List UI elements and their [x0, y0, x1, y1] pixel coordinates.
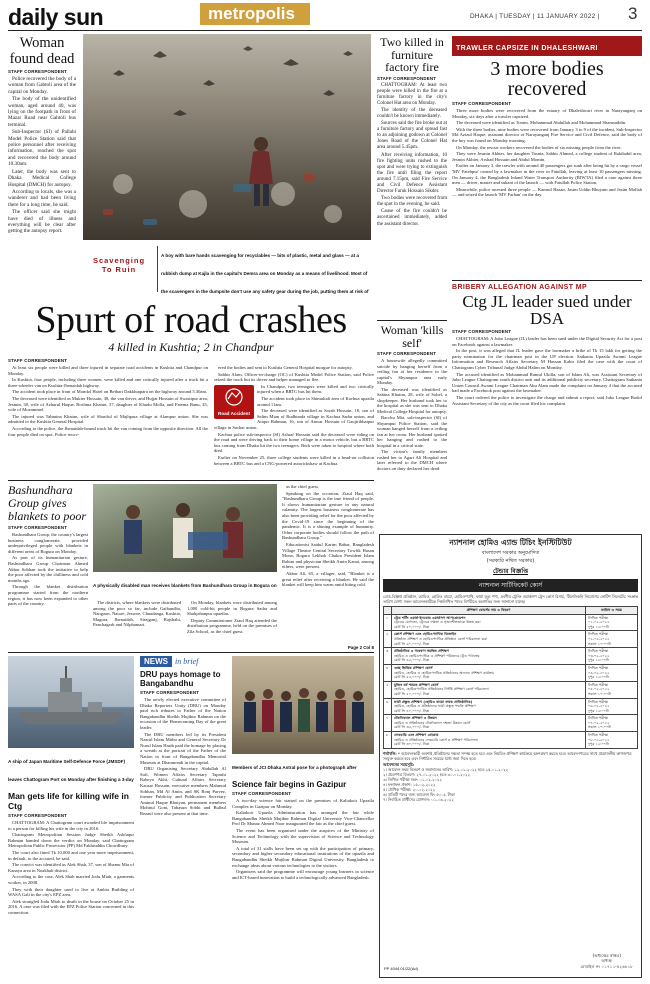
section-banner: [200, 3, 310, 25]
column-1: [8, 532, 88, 607]
brief-tag: [140, 656, 226, 667]
scavenging-label: [83, 244, 155, 300]
ship-photo: [8, 656, 134, 748]
paragraph: CHATTOGRAM: A Jubo League (JL) leader has been sued under the Digital Security Act for a post on Facebook against a lawmaker.: [452, 336, 642, 347]
paragraph: A total of 31 stalls have been set up with the participation of primary, secondary and higher secondary educational institutions of the upazila and Bangabandhu Sheikh Mujibur Rahman Digital University, Bangladesh to exchange ideas about various technologies to the visitors.: [232, 845, 374, 868]
paragraph: The accused identified as Mohammad Ramul Ukilla, son of Islam Ali, was Assistant Secretary of Jubo League Chattogram south district unit and its additional publicity secretary. Chattogram Satkania Union Council Awami League Chairman Abu Alam made the complaint on January 4 that the accused had made a Facebook post against the lawmaker.: [452, 371, 642, 394]
course-detail: হোমিও ও হোমিওপ্যাথিক ও প্রশিক্ষণ পরিষদের ট্রেড পাঠ্যক্রম: [394, 653, 480, 658]
paragraph: Earlier on November 25, three college students were killed in a head-on collision between a BRTC bus and a CNG-powered autorickshaw at Kachua.: [214, 454, 374, 466]
schedule-item: ৬। প্রতিটি পদের জন্য আবেদন ফি: ৫০০/- টাকা: [383, 791, 455, 797]
kicker: TRAWLER CAPSIZE IN DHALESHWARI: [456, 45, 598, 52]
paragraph: The court ordered the police to investigate the charge and submit a report, said Jubo League Bodol Assistant Secretary of the city as the court filed his complaint.: [452, 394, 642, 406]
ship-photo-caption: [8, 750, 134, 790]
course-fee: মোট ফি ৫৫,০০০/- টাকা: [394, 675, 430, 680]
label-line2: To Ruin: [101, 265, 137, 274]
ship-scene: [8, 656, 134, 748]
article-jl-leader-sued: [452, 284, 642, 529]
paragraph: as the chief guest.: [286, 484, 319, 489]
road-accident-badge: [214, 385, 254, 419]
course-detail: হোমিও, হোমিও ও হোমিওপ্যাথিক প্রতিষ্ঠানের অন্যান্য প্রশিক্ষণ কার্যক্রম: [394, 670, 494, 675]
paragraph: As part of its humanitarian gesture, Bashundhara Group Chairman Ahmed Akbar Sobhan took the initiative to help the poor affected by the chilliness and cold months ago.: [8, 555, 88, 583]
header-cell: প্রশিক্ষণ কোর্সের নাম ও বিবরণ: [392, 607, 586, 615]
notice-row: [384, 715, 638, 732]
notice-title-2: বাংলাদেশ সরকার অনুমোদিত: [481, 550, 540, 556]
course-detail: হোমিও, হোমিও ও প্রতিষ্ঠানের ফার্মা প্রস্তুত পদ্ধতি প্রশিক্ষণ: [394, 704, 476, 709]
header-cell: তারিখ ও সময়: [586, 607, 638, 615]
news-in-brief: [140, 656, 226, 978]
page-number: 3: [628, 4, 638, 23]
paragraph: Organisers said the programme will encourage young learners in science and ICT-based innovation to build a technologically advanced Bangladesh.: [232, 869, 374, 880]
conditions-title: শর্তাবলি:: [383, 750, 397, 756]
article-byline: STAFF CORRESPONDENT: [452, 329, 512, 334]
paragraph: The victim's family members rushed her to Agari Ali Hospital and later referred to the DMCH where doctors on duty declared her dead.: [377, 449, 447, 471]
date-cell: লিখিত পরীক্ষা ০৫-০২-২০২২ সকাল ১০:০০টা: [586, 681, 638, 698]
paragraph: Police recovered the body of a woman from Gabtoli area of the capital on Monday.: [8, 76, 76, 95]
crash-icon: [214, 385, 254, 409]
article-byline: STAFF CORRESPONDENT: [8, 813, 68, 818]
course-fee: মোট ফি ৫০,০০০/- টাকা: [394, 691, 430, 696]
news-tag: NEWS: [140, 656, 172, 667]
notice-row: [384, 648, 638, 665]
article-headline: Ctg JL leader sued under DSA: [462, 292, 632, 328]
article-body: [232, 798, 374, 880]
blanket-photo-caption: [93, 574, 277, 598]
date-cell: লিখিত পরীক্ষা ০১-০২-২০২২ দুপুর ১২:০০টা: [586, 614, 638, 631]
article-body: [452, 108, 642, 198]
course-detail: ট্রেডের যোগ্যতা, ট্রেডের দক্ষতা ও সৃজনশীলতাকে উন্নত করা: [394, 620, 481, 625]
date-cell: লিখিত পরীক্ষা ০৬-০২-২০২২ দুপুর ১২:০০টা: [586, 698, 638, 715]
notice-row: [384, 614, 638, 631]
course-cell: [392, 664, 586, 681]
paragraph: Educationist Saidul Karim Babar, Bangladesh Village Theatre Central Secretary Towfik Hasan Mona, Bogura Lekhok Chakra President Islam Rahim and physician Sheikh Amin Kanai, among others, were present.: [282, 541, 374, 570]
paragraph: After receiving information, 10 fire fighting units rushed to the spot and were trying to extinguish the fire until filing the report around 7.15pm, said Fire Service and Civil Defence Assistant Director Faruk Hossain Sikder.: [377, 152, 447, 195]
paragraph: According to the police, the Jhenaidah-bound truck hit the van coming from the opposite direction. All the four people died on spot. Police recov-: [8, 425, 208, 437]
article-headline: DRU pays homage to Bangabandhu: [140, 670, 221, 688]
article-byline: STAFF CORRESPONDENT: [232, 791, 292, 796]
course-fee: মোট ফি ৬০,০০০/- টাকা: [394, 641, 430, 646]
course-fee: মোট ফি ৫০,০০০/- টাকা: [394, 624, 430, 629]
scavenging-divider: [157, 246, 158, 292]
course-detail: হোমিও ও প্রতিষ্ঠানের লেকচারি কোর্স ও প্রশিক্ষণ পরিচালনা: [394, 737, 478, 742]
date-cell: লিখিত পরীক্ষা ০৮-০২-২০২২ দুপুর ১২:০০টা: [586, 732, 638, 749]
notice-schedule: [383, 762, 638, 802]
paragraph: The accident took place in front of Mondol Hotel on Betbari Dakkhinpara on the highway around 5.30am.: [12, 389, 208, 395]
article-woman-kills-self: [377, 324, 447, 530]
course-fee: মোট ফি ৪০,০০০/- টাকা: [394, 708, 430, 713]
article-body: [8, 76, 76, 235]
schedule-item: ৩। লিখিত পরীক্ষা শুরু: ০১-০২-২০২২: [383, 776, 442, 782]
course-detail: প্রতিষ্ঠান প্রশিক্ষণ ও হোমিওপ্যাথিক প্রতিষ্ঠান কোর্স পরিচালনা করা: [394, 636, 488, 641]
article-body: [452, 336, 642, 406]
photo-caption: Members of JCI Dhaka Astral pose for a photograph after: [232, 765, 357, 770]
course-name: মুজিব বর্ষ স্মারক প্রশিক্ষণ কোর্স: [394, 682, 439, 687]
notice-row: [384, 732, 638, 749]
course-name: ট্রেড শর্টিং ওয়ার্ক-ইনডোর ওয়ার্কসপ আপগ্রেডেশন: [394, 615, 466, 620]
paragraph: On Monday, blankets were distributed among 1,000 cold-hit people in Bogura Sadar and Shahjahanpur upazilas.: [187, 600, 277, 617]
schedule-item: ৪। ফলাফল প্রকাশ: ১৫-০২-২০২২: [383, 781, 436, 787]
course-fee: মোট ফি ৩০,০০০/- টাকা: [394, 742, 430, 747]
row-number: ২: [384, 631, 392, 648]
course-name: লেকচারি এবং প্রশিক্ষণ প্রোগ্রাম: [394, 733, 439, 738]
paragraph: The injured was Tahmina Khatun, wife of Shariful of Majhpara village at Alampur union. She was admitted to the Kushtia General Hospital.: [8, 413, 208, 425]
course-detail: হোমিও, হোমিওপ্যাথিক প্রতিষ্ঠানের নির্দিষ্ট প্রশিক্ষণ কোর্স পরিচালনা: [394, 687, 489, 692]
course-name: ফার্মা প্রস্তুত প্রশিক্ষণ (হোমিও বায়ো নামক প্রাতিষ্ঠানিক): [394, 699, 473, 704]
article-headline: Man gets life for killing wife in Ctg: [8, 792, 129, 811]
notice-table: [383, 606, 638, 749]
article-body: [377, 83, 447, 228]
paragraph: The deceased were identified as Tonim, Mohammad Abdullah and Mohammad Shamsuddin.: [456, 120, 627, 126]
paragraph: At least six people were killed and three injured in separate road accidents in Kushtia and Chandpur on Monday.: [8, 365, 208, 376]
photo-caption: A physically disabled man receives blankets from Bashundhara Group in Bogura on: [93, 583, 277, 588]
schedule-item: ২। প্রবেশপত্র বিতরণ: ২৭-০১-২০২২ হতে ৩০-০১-২০২২: [383, 771, 470, 777]
signature: (অধ্যক্ষের স্বাক্ষর): [592, 952, 622, 958]
article-body: [8, 820, 134, 916]
date-cell: লিখিত পরীক্ষা ০৩-০২-২০২২ দুপুর ১২:০০টা: [586, 648, 638, 665]
schedule-title: আবেদনের সময়সূচি:: [383, 761, 415, 767]
group-figures: [244, 688, 364, 732]
paragraph: Kaliakoir Upazila Administration has arranged the fair while Bangabandhu Sheikh Mujibur Rahman Digital University Vice-Chancellor Prof Dr Munaz Ahmed Noor inaugurated the fair as the chief guest.: [232, 810, 374, 827]
notice-heading-bar: [383, 579, 638, 592]
brief-tag-label: in brief: [175, 657, 199, 666]
row-number: ৪: [384, 664, 392, 681]
course-name: প্রতিষ্ঠানিক ও গবেষণা সমন্বিত প্রশিক্ষণ: [394, 649, 450, 654]
divider: [8, 480, 374, 481]
notice-table-body: [384, 614, 638, 748]
article-body: [377, 358, 447, 471]
notice-intro: বোর্ড-বিজ্ঞপ্ত প্রতিষ্ঠান, হোমিও, হোমিও বায়ো, হোমিওপ্যাথি, ফার্মা মৃত্যু পণ্য, দ্রবণীয় ট্রেনিং ওয়ার্কসপ ট্রেন কোর্স রিসার্চ, টিনেসিকনি নিয়োগের নোটিশ সিলেটের সংক্রান্ত তারিখ যোগ্য সকল আবেদনকারীকে নিম্নলিখিত পদের বিপরীতে অবগতির জন্য জানানো যাচ্ছে।: [383, 594, 638, 604]
notice-title-1: ন্যাশনাল হোমিও এ্যান্ড টিচিং ইনস্টিটিউট: [449, 538, 572, 547]
paragraph: According to locals, she was a wanderer and had been living there for a long time, he said.: [8, 188, 76, 208]
paragraph: Kachua police sub-inspector (SI) Ashraf Hossain said the deceased were riding on the road and were driving back to their home village in a motor vehicle, but a BRTC bus coming from Dhaka hit the two teenagers. Both were taken to hospital where both died.: [214, 431, 374, 454]
paragraph: Cause of the fire couldn't be ascertained immediately, added the assistant director.: [377, 209, 447, 227]
paragraph: Bacchu Mia, sub-inspector (SI) of Shyampur Police Station, said the woman hanged herself from a ceiling fan at her room. Her husband spotted her hanging and rushed to the hospital in a critical state.: [377, 415, 447, 448]
paragraph: The districts, where blankets were distributed among the poor so far, include Gaibandha, Naogaon, Natore, Jessore, Chuadanga, Kushtia, Magura, Jhenaidah, Sirajganj, Rajshahi, Panchagarh and Nilphamari.: [93, 600, 181, 628]
paragraph: They were Jesmin Akhter, her daughter Tasnia, Sabbir Ahmed, a college student of Rakibabil area, Jesmin Akhter, Arshad Hossain and Abdul Momin.: [452, 151, 642, 162]
notice-row: [384, 664, 638, 681]
article-furniture-fire: [377, 36, 447, 322]
header-cell: [384, 607, 392, 615]
jci-photo: [232, 656, 374, 754]
paragraph: The identity of the deceased couldn't be known immediately.: [377, 107, 447, 119]
notice-conditions: [383, 751, 638, 761]
course-cell: [392, 681, 586, 698]
article-headline: Bashundhara Group gives blankets to poor: [8, 484, 86, 523]
paragraph: Two bodies were recovered from the spot in the evening, he said.: [377, 196, 447, 208]
course-cell: [392, 715, 586, 732]
paragraph: The DRU members led by its President Nazrul Islam Mithu and General Secretary Dr Nurul Islam Hasib paid the homage by placing a wreath at the portrait of the Father of the Nation in front of Bangabandhu Memorial Museum at Dhanmondi in the capital.: [140, 731, 226, 765]
paragraph: Through the blanket distribution programme started from the northern region, it has now been expanded to other parts of the country.: [8, 584, 88, 607]
course-fee: মোট ফি ৩৫,০০০/- টাকা: [394, 725, 430, 730]
course-cell: [392, 648, 586, 665]
course-detail: হোমিও ও প্রতিষ্ঠানের টেকনিক্যাল দক্ষতা উন্নয়ন কোর্স: [394, 720, 471, 725]
paragraph: Meanwhile, police arrested three people — Kamrul Hasan, Jasim Uddin Bhuyain and Jasim Mollah — and seized the launch 'MV Farhan' on the day.: [452, 186, 642, 198]
course-cell: [392, 614, 586, 631]
paragraph: Akbar Ali, 65, a villager, said, "Blanket is a great relief after receiving a blanket. He said the blanket will keep him warm amid biting cold.: [282, 570, 374, 588]
article-science-fair: [232, 780, 374, 978]
paragraph: They with their daughter used to live at Ambia Building of WASA Gali in the city's EPZ area.: [8, 886, 134, 898]
paragraph: Bashundhara Group, the country's largest business conglomerate, provided underprivileged people with blankets in different areas of Bogura on Monday.: [8, 532, 88, 554]
article-headline: Woman 'kills self': [380, 324, 444, 350]
article-headline: Spurt of road crashes: [35, 300, 347, 341]
paragraph: Deputy Commissioner Ziaul Haq attended the distribution programme, held on the premises of Zila School, as the chief guest.: [187, 617, 277, 634]
row-number: ৫: [384, 681, 392, 698]
notice-heading: ন্যাশনাল সার্টিফিকেট কোর্স: [478, 582, 543, 589]
paragraph: The newly elected executive committee of Dhaka Reporters Unity (DRU) on Monday paid rich tributes to Father of the Nation Bangabandhu Sheikh Mujibur Rahman on the occasion of the Homecoming Day of the great leader.: [140, 697, 226, 730]
course-name: টেকনিক্যাল প্রশিক্ষণ ও উন্নয়ন: [394, 716, 437, 721]
scavenging-photo: [83, 34, 371, 240]
paragraph: In Kushtia, four people, including three women, were killed and one critically injured after a truck hit a three-wheeler van on Kushtia-Jhenaidah highway.: [8, 377, 208, 388]
paragraph: The event has been organised under the auspices of the Ministry of Science and Technology with the supervision of Science and Technology Museum.: [232, 827, 374, 845]
badge-label: Road Accident: [218, 411, 250, 417]
article-byline: STAFF CORRESPONDENT: [8, 69, 68, 74]
article-byline: STAFF CORRESPONDENT: [8, 525, 68, 530]
boy-figure: [249, 137, 273, 206]
schedule-item: ৭। নির্বাচিত প্রার্থীদের যোগদান: ০১-০৩-২০২২: [383, 796, 454, 802]
scavenging-caption-box: [161, 244, 371, 300]
paragraph: Later, the body was sent to Dhaka Medical College Hospital (DMCH) for autopsy.: [8, 168, 76, 188]
date-cell: লিখিত পরীক্ষা ০২-০২-২০২২ সকাল ১০:০০টা: [586, 631, 638, 648]
blanket-photo: [93, 484, 277, 572]
course-cell: [392, 732, 586, 749]
course-name: গুচ্ছ ভিত্তিক প্রশিক্ষণ কোর্স: [394, 665, 433, 670]
course-fee: মোট ফি ৪৫,০০০/- টাকা: [394, 658, 430, 663]
scavenging-scene: [83, 34, 371, 240]
paragraph: The convict was identified as Alek Shah, 37, son of Shamu Mia of Kanaya area in Noakhali district.: [8, 862, 134, 873]
article-man-gets-life: [8, 792, 134, 978]
date-cell: লিখিত পরীক্ষা ০৪-০২-২০২২ দুপুর ১২:০০টা: [586, 664, 638, 681]
group-photo-scene: [232, 656, 374, 754]
row-number: ১: [384, 614, 392, 631]
notice-row: [384, 631, 638, 648]
article-headline: Woman found dead: [9, 36, 75, 67]
paragraph: DRU Organising Secretary Abdullah Al Sufi, Women Affairs Secretary Tapashi Rabeya Akhi, Cultural Affairs Secretary Kaosar Hossain, executive members Mahmud Sobhan, Md Al Amin, and SK Ronj Parvez, former Publicity and Publication Secretary Aminul Haque Bhuiyan, permanent members Mohitul Goni, Tabasun Sobhi and Bulbul Rezaul were also present at that time.: [140, 766, 226, 816]
jci-photo-caption: [232, 756, 374, 778]
section-title: metropolis: [208, 4, 295, 23]
paragraph: On Monday, the rescue workers recovered the bodies of six missing people from the river.: [456, 144, 622, 150]
article-headline: Two killed in furniture factory fire: [380, 36, 444, 74]
notice-ref: PP 4044 01/22(Ad): [384, 966, 418, 971]
brand-logo: daily sun: [8, 4, 104, 30]
paragraph: The body of the unidentified woman, aged around 40, was lying on the footpath in front of Mazar Road near Gabtoli bus terminal.: [8, 96, 76, 128]
paragraph: A two-day science fair started on the premises of Kaliakoir Upazila Complex in Gazipur on Monday.: [232, 798, 374, 809]
notice-signature-block: [581, 953, 633, 969]
photo-caption: A ship of Japan Maritime Self-Defence Force (JMSDF) leaves Chattogram Port on Monday after finishing a 3-day: [8, 759, 134, 782]
article-byline: STAFF CORRESPONDENT: [377, 351, 437, 356]
bangla-notice-ad: [379, 534, 642, 978]
notice-row: [384, 698, 638, 715]
paragraph: The court also fined Tk 10,000 and one year more imprisonment, in default, to the accused, he said.: [8, 849, 134, 861]
date-cell: লিখিত পরীক্ষা ০৭-০২-২০২২ সকাল ১০:০০টা: [586, 715, 638, 732]
column-4: [282, 484, 374, 650]
blanket-scene: [93, 484, 277, 572]
row-number: ৬: [384, 698, 392, 715]
paragraph: The deceased was identified as Sabina Khatun, 28, wife of Sohel, a shopkeeper. Her husband took her to the hospital as she was sent to Dhaka Medical College Hospital for autopsy.: [377, 386, 447, 414]
paragraph: Three more bodies were recovered from the estuary of Dhaleshwari river in Narayanganj on Monday, six days after a trawler capsized.: [452, 108, 642, 119]
label-line1: Scavenging: [92, 256, 146, 265]
column-2: [93, 600, 181, 629]
road-crashes-body: [8, 365, 374, 467]
paragraph: The deceased were identified as Mukter Hossain, 38, the van driver, and Hujjat Hossain of Swastipur area, Jesmin, 30, wife of Azharul Haque, Roshina Khatun, 37, daughter of Khudu Molla, and Fatema Banu, 45, wife of Mozammel.: [8, 395, 208, 413]
row-number: ৭: [384, 715, 392, 732]
article-bashundhara: [8, 484, 374, 650]
course-name: ক্লোর্স প্রশিক্ষণ এবং হোমিওপ্যাথিক ডিজাইন: [394, 632, 457, 637]
row-number: ৮: [384, 732, 392, 749]
schedule-item: ১। আবেদন ফরম বিতরণ ও জমাদানের তারিখ: ১২-০১-২০২২ হতে ২৫-০১-২০২২: [383, 766, 509, 772]
kicker-banner: [452, 36, 642, 56]
continued-label: Page 2 Col 8: [347, 645, 374, 650]
paragraph: Alek strangled Jodu Miah to death in the house on October 25 in 2016. A case was filed with the EPZ Police Station concerned in this connection.: [8, 898, 134, 915]
paragraph: Chattogram Metropolitan Session Judge Sheikh Ashfaqur Rahman handed down the verdict on Monday, said Chattogram Metropolitan Public Prosecutor (PP) Md Fakhruddin Chowdhury.: [8, 832, 134, 849]
article-road-crashes: [8, 300, 374, 480]
paragraph: According to the case, Alek Shah married Jodu Miah, a garments worker, in 2008.: [8, 874, 134, 885]
masthead: [0, 0, 650, 30]
paragraph: The accident took place in Shimultali area of Kachua upazila around 11am.: [257, 395, 374, 407]
schedule-item: ৫। মৌখিক পরীক্ষা: ২০-০২-২০২২: [383, 786, 436, 792]
paragraph: The deceased were identified as Sorab Hossain, 18, son of Selim Mian of Rudhunda village in Kachua Sadar union, and Atiqur Rahman, 16, son of Anwar Hossain of Gaujiribhatpur village in Sachar union.: [214, 408, 374, 430]
row-number: ৩: [384, 648, 392, 665]
article-subhead: 4 killed in Kushtia; 2 in Chandpur: [108, 340, 274, 354]
kicker: BRIBERY ALLEGATION AGAINST MP: [452, 284, 588, 291]
dateline: DHAKA | TUESDAY | 11 JANUARY 2022 |: [470, 13, 600, 20]
paragraph: A housewife allegedly committed suicide by hanging herself from a ceiling fan at her residence in the capital's Shyampur area early Monday.: [377, 358, 447, 385]
article-headline: 3 more bodies recovered: [490, 58, 604, 100]
paragraph: With the three bodies, nine bodies were recovered from January 3 to 9 of the incident, Sub-Inspector Md Azizul Haque, assistant director of Narayanganj Fire Service and Civil Defence, said the body of the boy was found on Monday morning.: [452, 126, 642, 143]
paragraph: Sub-Inspector (SI) of Pallabi Model Police Station said that police personnel after receiving information, reached the spot and recovered the body around 10.30am.: [8, 129, 76, 168]
paragraph: Earlier on January 3, the trawler with around 40 passengers got sunk after being hit by a cargo vessel 'MV Fatehpur' owned by a lawmaker in the river in Fatullah, leaving at least 10 passengers missing. On January 4, the Bangladesh Inland Water Transport Authority (BIWTA) filed a case against three men — driver, master and sukani of the launch — with Fatullah Police Station.: [452, 163, 642, 186]
article-byline: STAFF CORRESPONDENT: [8, 358, 68, 363]
article-byline: STAFF CORRESPONDENT: [452, 101, 512, 106]
column-3: [187, 600, 277, 636]
masthead-rule: [8, 30, 642, 31]
phone: মোবাইল নং ০১৭১১-৫২৬৮১৮: [580, 963, 633, 969]
paragraph: Sabbir Alam, Officer-in-charge (OC) of Kushtia Model Police Station, said Police seized the truck but its driver and helper managed to flee.: [214, 371, 374, 383]
column-2: [214, 365, 374, 467]
paragraph: The officer said she might have died of illness and everything will be clear after getting the autopsy report.: [8, 209, 76, 235]
course-cell: [392, 631, 586, 648]
article-body: [140, 697, 226, 816]
course-cell: [392, 698, 586, 715]
paragraph: CHATTOGRAM: At least two people were killed in the fire at a furniture factory in the city's Colonel Hat area on Monday.: [377, 82, 447, 106]
paragraph: In Chandpur, two teenagers were killed and two critically injured when a BRTC bus hit them.: [257, 383, 374, 395]
divider: [8, 652, 374, 653]
notice-title-3: (সরকারি নথিত সরকার): [486, 558, 535, 564]
paragraph: Sources said the fire broke out at a furniture factory and spread fast to an adjoining godown at Colonel Jones Road of the Colonel Hat area around 5.45pm.: [377, 121, 447, 151]
paragraph: Speaking on the occasion, Ziaul Haq said, "Bashundhara Group is the true friend of people. It shows humanitarian gesture in any natural calamity. The largest business conglomerate has also been providing relief for the poor affected by the Covid-19 since the beginning of the pandemic. It is a shining example of humanity. Other corporate bodies should follow the path of Bashundhara Group.": [282, 490, 374, 541]
people-figures: [124, 503, 243, 558]
notice-table-header: [384, 607, 638, 615]
paragraph: CHATTOGRAM: A Chattogram court awarded life imprisonment to a person for killing his wife in the city in 2016.: [8, 820, 134, 831]
photo-caption: A boy with bare hands scavenging for recyclables — bits of plastic, metal and glass — at a rubbish dump at Kajla in the capital's Demra area on Monday as a means of livelihood. Most of the scavengers in the dumpsite don't use any safety gear during the job, putting them at risk of: [161, 253, 369, 294]
divider: [377, 320, 447, 321]
divider: [452, 280, 642, 281]
article-headline: Science fair begins in Gazipur: [232, 780, 347, 789]
column-1: [8, 365, 208, 467]
article-byline: STAFF CORRESPONDENT: [377, 75, 437, 81]
conditions-text: * আবেদনকারী অবশ্যই প্রতিষ্ঠানের দক্ষতা সম্পন্ন হতে হবে এবং নিয়মিত প্রশিক্ষণ কার্যক্রমে অংশগ্রহণ করতে হবে। আবেদনপত্রের সাথে প্রয়োজনীয় কাগজপত্র সংযুক্ত করতে হবে এবং নির্ধারিত সময়ের মধ্যে জমা দিতে হবে।: [383, 750, 632, 761]
paragraph: In the post, it was alleged that JL leader gave the lawmaker a bribe of Tk 15 lakh for getting the party nomination for the chairman post in the UP election. Satkania Upazila Awami League Information and Research Affairs Secretary M Hassan Kabir filed the case with the court of Chattogram Cyber Tribunal Judge Abdul Halim on Monday.: [452, 348, 642, 370]
signatory: অধ্যক্ষ: [601, 958, 613, 964]
notice-title-4: টেন্ডার বিজ্ঞপ্তি: [492, 568, 529, 575]
article-byline: STAFF CORRESPONDENT: [140, 690, 200, 695]
article-trawler-capsize: [452, 36, 642, 276]
notice-row: [384, 681, 638, 698]
bashundhara-left: [8, 484, 88, 650]
paragraph: ered the bodies and sent to Kushtia General Hospital morgue for autopsy.: [218, 365, 353, 370]
